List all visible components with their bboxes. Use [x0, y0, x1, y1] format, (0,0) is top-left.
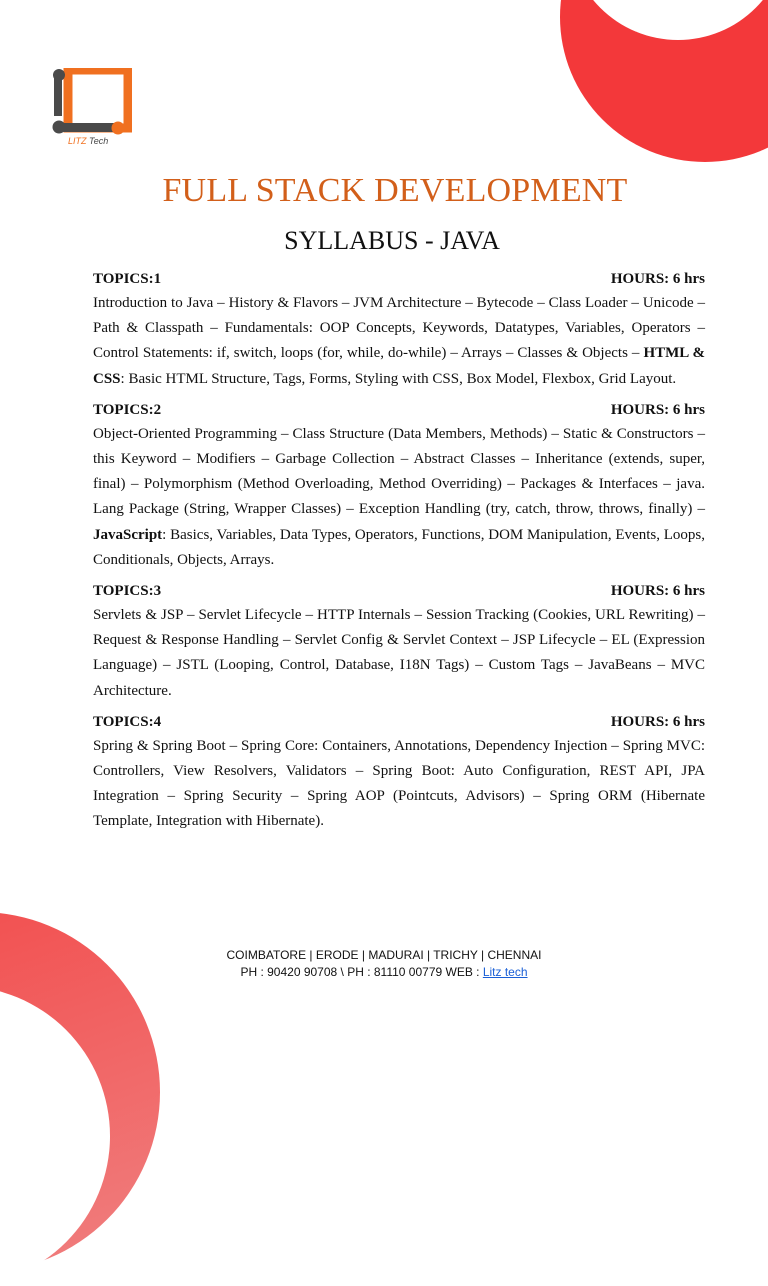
- footer-phones: PH : 90420 90708 \ PH : 81110 00779 WEB :: [240, 965, 483, 979]
- topic-highlight: HTML & CSS: [93, 345, 705, 387]
- topic-description: Servlets & JSP – Servlet Lifecycle – HTTP Internals – Session Tracking (Cookies, URL Rewriting) – Request & Response Handling – Servlet Config & Servlet Context – JSP Lifecycle – EL (Expression Language) – JSTL (Looping, Control, Database, I18N Tags) – Custom Tags – JavaBeans – MVC Architecture.: [93, 607, 705, 699]
- page-footer: [0, 947, 768, 981]
- topic-hours: HOURS: 6 hrs: [610, 713, 705, 730]
- topic-description: Spring & Spring Boot – Spring Core: Containers, Annotations, Dependency Injection – Spring MVC: Controllers, View Resolvers, Validators – Spring Boot: Auto Configuration, REST API, JPA Integration – Spring Security – Spring AOP (Pointcuts, Advisors) – Spring ORM (Hibernate Template, Integration with Hibernate).: [93, 737, 705, 830]
- logo-wordmark: LITZ Tech: [68, 136, 109, 146]
- footer-contact: [0, 964, 768, 981]
- topic-highlight: JavaScript: [93, 526, 163, 543]
- topic-header: [93, 580, 705, 602]
- topic-label: TOPICS:1: [93, 271, 162, 287]
- topic-header: [93, 711, 705, 733]
- topic-description: Introduction to Java – History & Flavors – JVM Architecture – Bytecode – Class Loader – Unicode – Path & Classpath – Fundamentals: OOP Concepts, Keywords, Datatypes, Variables, Operators – Control Statements: if, switch, loops (for, while, do-while) – Arrays – Classes & Objects – HTML & CSS: Basic HTML Structure, Tags, Forms, Styling with CSS, Box Model, Flexbox, Grid Layout.: [93, 295, 705, 387]
- topic-section-2: [93, 399, 705, 573]
- topic-description: Object-Oriented Programming – Class Structure (Data Members, Methods) – Static & Constructors – this Keyword – Modifiers – Garbage Collection – Abstract Classes – Inheritance (extends, super, final) – Polymorphism (Method Overloading, Method Overriding) – Packages & Interfaces – java. Lang Package (String, Wrapper Classes) – Exception Handling (try, catch, throw, throws, finally) – JavaScript: Basics, Variables, Data Types, Operators, Functions, DOM Manipulation, Events, Loops, Conditionals, Objects, Arrays.: [93, 425, 705, 568]
- footer-cities: COIMBATORE | ERODE | MADURAI | TRICHY | CHENNAI: [226, 948, 542, 962]
- topic-hours: HOURS: 6 hrs: [610, 401, 705, 418]
- syllabus-content: [93, 268, 705, 842]
- website-link[interactable]: Litz tech: [482, 965, 528, 979]
- topic-header: [93, 268, 705, 290]
- topic-section-1: [93, 268, 705, 392]
- topic-label: TOPICS:4: [93, 713, 162, 730]
- topic-section-3: [93, 580, 705, 704]
- page-subtitle: SYLLABUS - JAVA: [284, 226, 500, 255]
- topic-label: TOPICS:2: [93, 401, 162, 418]
- topic-section-4: [93, 711, 705, 835]
- topic-label: TOPICS:3: [93, 583, 162, 600]
- page-title: FULL STACK DEVELOPMENT: [162, 172, 628, 209]
- topic-header: [93, 399, 705, 421]
- topic-hours: HOURS: 6 hrs: [610, 583, 705, 600]
- topic-hours: HOURS: 6 hrs: [610, 271, 705, 287]
